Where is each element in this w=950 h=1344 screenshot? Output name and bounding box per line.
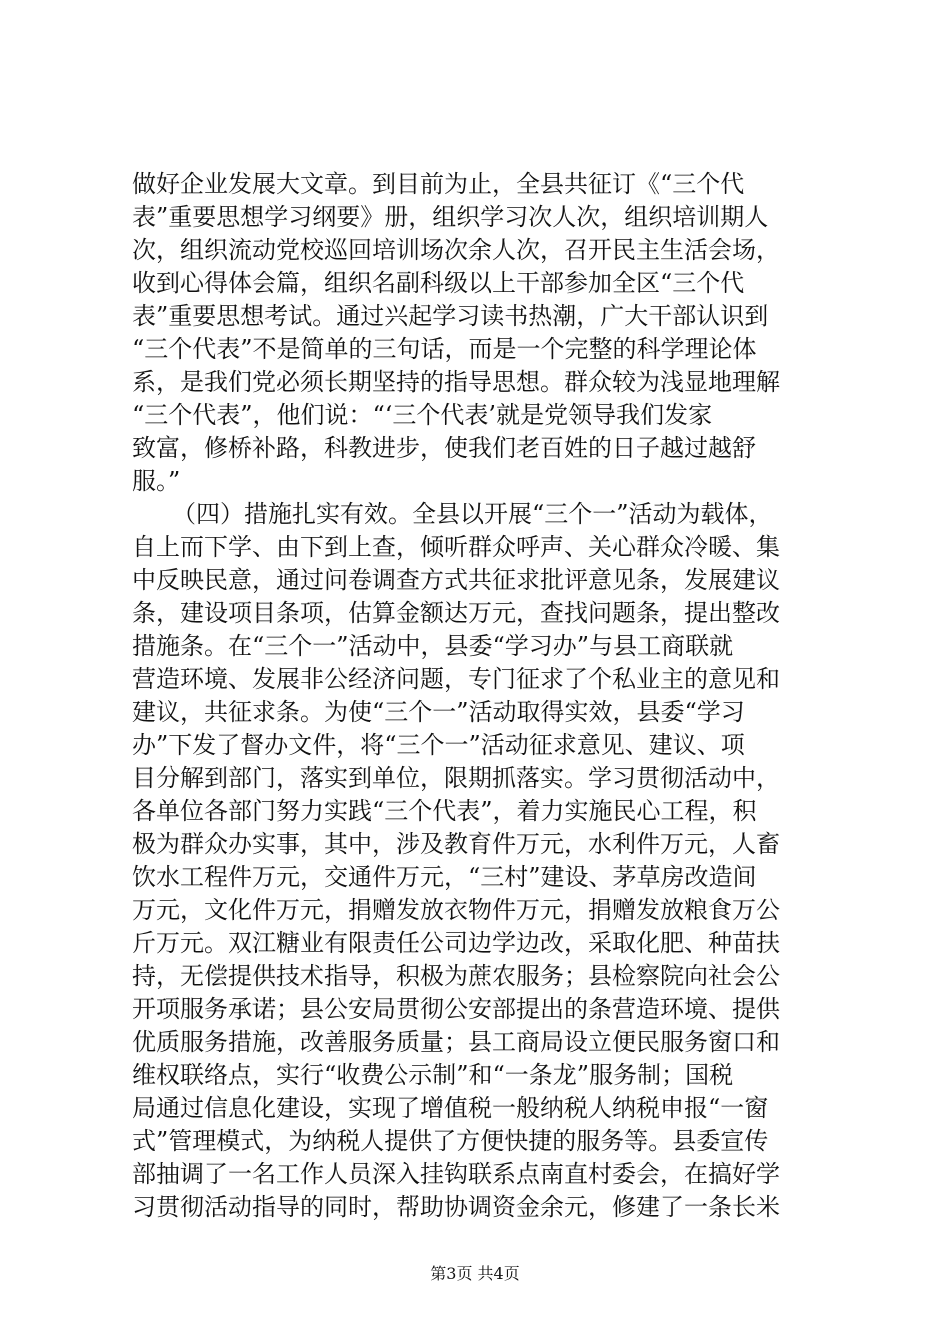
text-line: 系，是我们党必须长期坚持的指导思想。群众较为浅显地理解: [132, 368, 780, 396]
text-line: 致富，修桥补路，科教进步，使我们老百姓的日子越过越舒: [132, 434, 756, 462]
text-line: 表”重要思想考试。通过兴起学习读书热潮，广大干部认识到: [132, 302, 769, 330]
text-line: 优质服务措施，改善服务质量；县工商局设立便民服务窗口和: [132, 1028, 780, 1056]
text-line: 各单位各部门努力实践“三个代表”，着力实施民心工程，积: [132, 797, 757, 825]
text-line: 斤万元。双江糖业有限责任公司边学边改，采取化肥、种苗扶: [132, 929, 780, 957]
text-line: 营造环境、发展非公经济问题，专门征求了个私业主的意见和: [132, 665, 780, 693]
text-line: 措施条。在“三个一”活动中，县委“学习办”与县工商联就: [132, 632, 734, 660]
text-line: 表”重要思想学习纲要》册，组织学习次人次，组织培训期人: [132, 203, 769, 231]
text-line: 自上而下学、由下到上查，倾听群众呼声、关心群众冷暖、集: [132, 533, 780, 561]
text-line: 中反映民意，通过问卷调查方式共征求批评意见条，发展建议: [132, 566, 780, 594]
text-line: 条，建设项目条项，估算金额达万元，查找问题条，提出整改: [132, 599, 780, 627]
text-line: 维权联络点，实行“收费公示制”和“一条龙”服务制；国税: [132, 1061, 734, 1089]
paragraph-2: [132, 498, 832, 1224]
text-line: “三个代表”不是简单的三句话，而是一个完整的科学理论体: [132, 335, 757, 363]
document-body: [132, 168, 832, 1224]
paragraph-1: [132, 168, 832, 498]
text-line: 次，组织流动党校巡回培训场次余人次，召开民主生活会场，: [132, 236, 780, 264]
text-line: “三个代表”，他们说：“‘三个代表’就是党领导我们发家: [132, 401, 713, 429]
page-number-footer: 第3页 共4页: [430, 1264, 520, 1283]
text-line: 万元，文化件万元，捐赠发放衣物件万元，捐赠发放粮食万公: [132, 896, 780, 924]
text-line: 极为群众办实事，其中，涉及教育件万元，水利件万元，人畜: [132, 830, 780, 858]
text-line: 局通过信息化建设，实现了增值税一般纳税人纳税申报“一窗: [132, 1094, 769, 1122]
text-line: 收到心得体会篇，组织名副科级以上干部参加全区“三个代: [132, 269, 745, 297]
text-line: 式”管理模式，为纳税人提供了方便快捷的服务等。县委宣传: [132, 1127, 769, 1155]
text-line: 目分解到部门，落实到单位，限期抓落实。学习贯彻活动中，: [132, 764, 780, 792]
text-line: 部抽调了一名工作人员深入挂钩联系点南直村委会，在搞好学: [132, 1160, 780, 1188]
text-line: 做好企业发展大文章。到目前为止，全县共征订《“三个代: [132, 170, 745, 198]
text-line: 办”下发了督办文件，将“三个一”活动征求意见、建议、项: [132, 731, 745, 759]
text-line: 开项服务承诺；县公安局贯彻公安部提出的条营造环境、提供: [132, 995, 780, 1023]
text-line: 饮水工程件万元，交通件万元，“三村”建设、茅草房改造间: [132, 863, 757, 891]
text-line: 服。”: [132, 467, 181, 495]
text-line: 建议，共征求条。为使“三个一”活动取得实效，县委“学习: [132, 698, 745, 726]
text-line: 持，无偿提供技术指导，积极为蔗农服务；县检察院向社会公: [132, 962, 780, 990]
text-line: （四）措施扎实有效。全县以开展“三个一”活动为载体，: [172, 500, 773, 528]
text-line: 习贯彻活动指导的同时，帮助协调资金余元，修建了一条长米: [132, 1193, 780, 1221]
